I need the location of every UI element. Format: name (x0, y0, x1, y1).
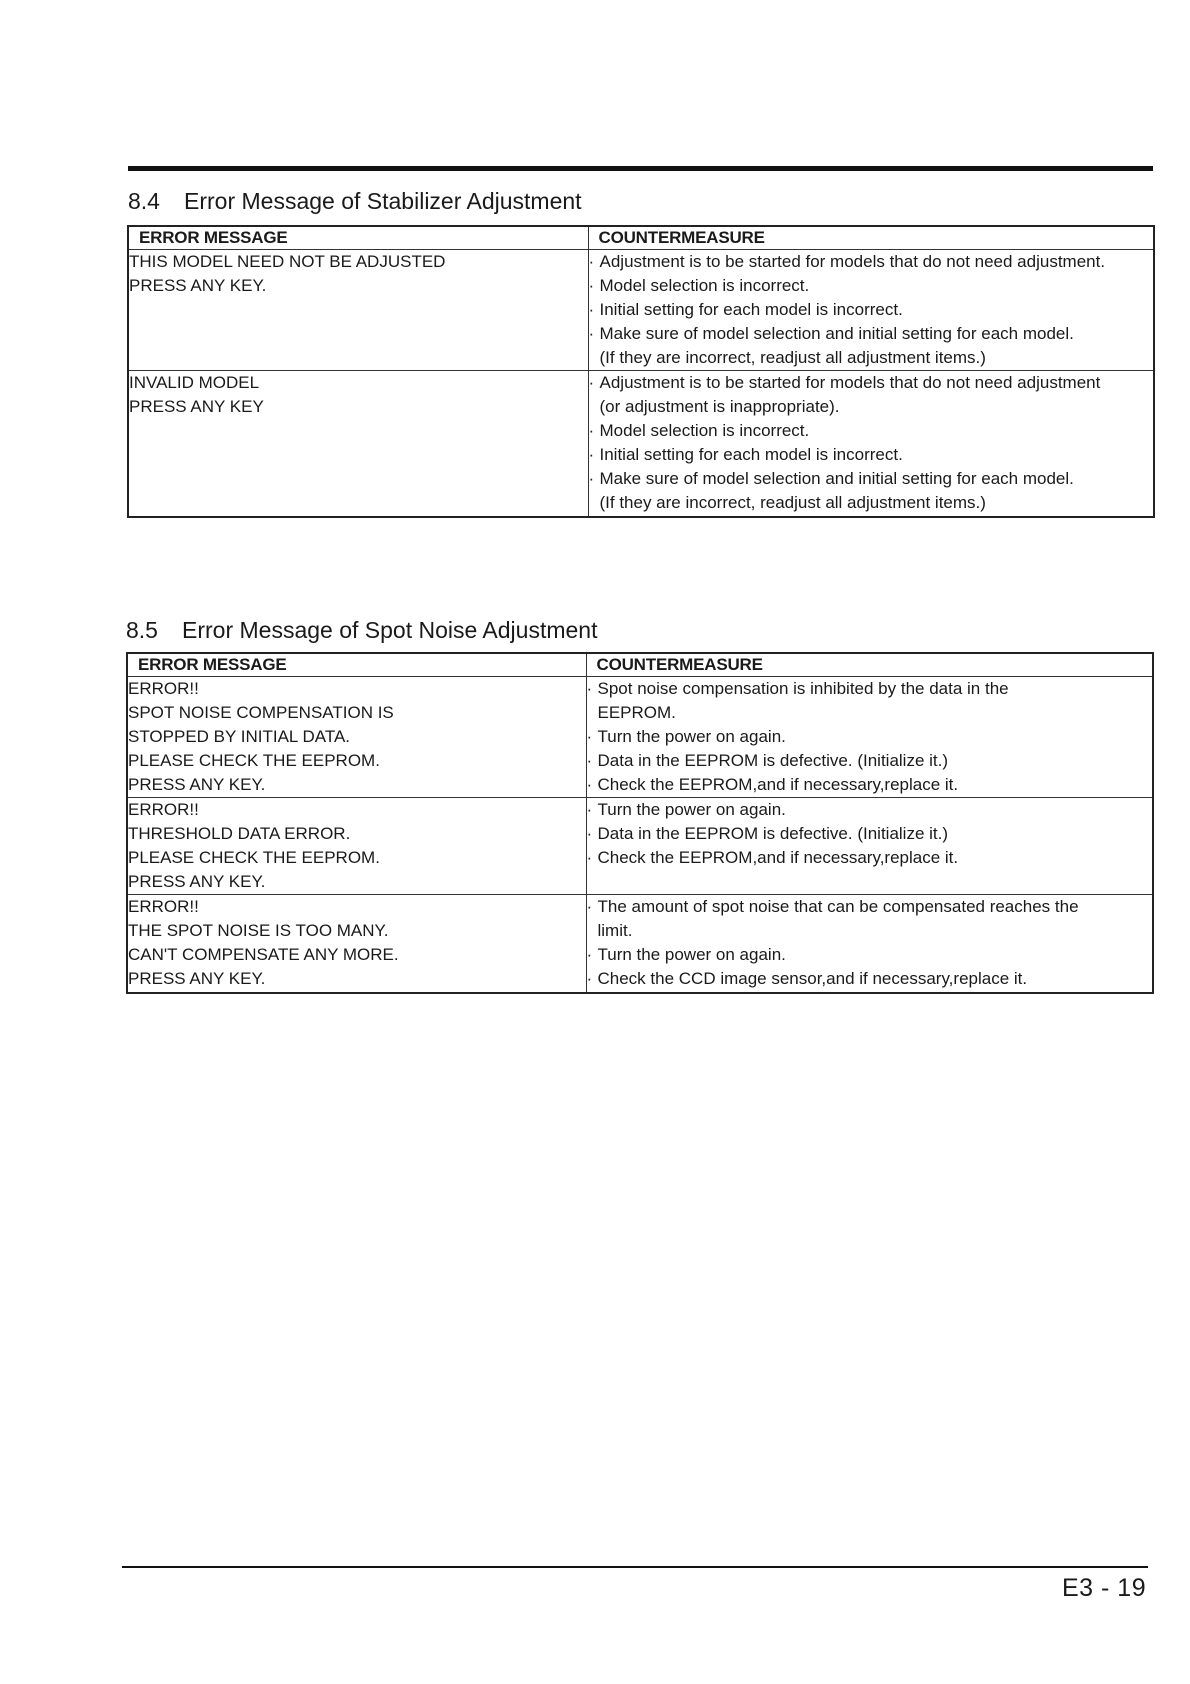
section-title-8-4 (128, 190, 582, 213)
countermeasure-cell (586, 798, 1153, 895)
error-message-line: THE SPOT NOISE IS TOO MANY. (128, 921, 389, 940)
table-row (127, 895, 1153, 993)
bottom-rule (122, 1566, 1148, 1568)
error-message-cell (128, 371, 588, 517)
header-error-message: ERROR MESSAGE (127, 653, 586, 677)
countermeasure-continuation: (If they are incorrect, readjust all adjustment items.) (599, 493, 986, 512)
section-number: 8.5 (126, 617, 158, 643)
table-row (128, 371, 1154, 517)
section-title-8-5 (126, 619, 597, 642)
countermeasure-item: · Turn the power on again. (587, 725, 1153, 749)
table-header-row (128, 226, 1154, 250)
countermeasure-continuation: limit. (597, 921, 633, 940)
table-row (127, 798, 1153, 895)
error-message-line: SPOT NOISE COMPENSATION IS (128, 703, 394, 722)
countermeasure-item: · Check the EEPROM,and if necessary,replace it. (587, 773, 1153, 797)
section-title-text: Error Message of Spot Noise Adjustment (182, 617, 598, 643)
countermeasure-item: · Turn the power on again. (587, 798, 1153, 822)
error-message-line: PRESS ANY KEY. (129, 276, 267, 295)
error-message-line: PRESS ANY KEY. (128, 872, 266, 891)
table-header-row (127, 653, 1153, 677)
table-row (127, 677, 1153, 798)
countermeasure-item: · Check the CCD image sensor,and if necessary,replace it. (587, 967, 1153, 991)
stabilizer-error-table (127, 225, 1155, 518)
countermeasure-cell (586, 895, 1153, 993)
countermeasure-item: · Data in the EEPROM is defective. (Initialize it.) (587, 822, 1153, 846)
spot-noise-error-table (126, 652, 1154, 994)
header-error-message: ERROR MESSAGE (128, 226, 588, 250)
section-number: 8.4 (128, 188, 160, 214)
error-message-line: THIS MODEL NEED NOT BE ADJUSTED (129, 252, 446, 271)
countermeasure-item: · Make sure of model selection and initial setting for each model. (589, 322, 1154, 346)
countermeasure-item: · Make sure of model selection and initial setting for each model. (589, 467, 1154, 491)
top-rule (128, 166, 1153, 171)
error-message-line: ERROR!! (128, 679, 199, 698)
error-message-line: PLEASE CHECK THE EEPROM. (128, 751, 380, 770)
countermeasure-item: · Initial setting for each model is incorrect. (589, 298, 1154, 322)
header-countermeasure: COUNTERMEASURE (588, 226, 1154, 250)
header-countermeasure: COUNTERMEASURE (586, 653, 1153, 677)
countermeasure-item: · Data in the EEPROM is defective. (Initialize it.) (587, 749, 1153, 773)
error-message-line: PLEASE CHECK THE EEPROM. (128, 848, 380, 867)
error-message-line: PRESS ANY KEY. (128, 775, 266, 794)
error-message-line: PRESS ANY KEY (129, 397, 264, 416)
error-message-line: PRESS ANY KEY. (128, 969, 266, 988)
error-message-line: THRESHOLD DATA ERROR. (128, 824, 351, 843)
error-message-line: ERROR!! (128, 800, 199, 819)
error-message-line: INVALID MODEL (129, 373, 260, 392)
countermeasure-cell (586, 677, 1153, 798)
countermeasure-item: · Turn the power on again. (587, 943, 1153, 967)
error-message-line: CAN'T COMPENSATE ANY MORE. (128, 945, 399, 964)
countermeasure-item: · Spot noise compensation is inhibited by the data in the (587, 677, 1153, 701)
countermeasure-continuation: (If they are incorrect, readjust all adjustment items.) (599, 348, 986, 367)
error-message-cell (127, 895, 586, 993)
countermeasure-item: · Adjustment is to be started for models that do not need adjustment. (589, 250, 1154, 274)
countermeasure-continuation: (or adjustment is inappropriate). (599, 397, 840, 416)
error-message-line: STOPPED BY INITIAL DATA. (128, 727, 351, 746)
table-row (128, 250, 1154, 371)
error-message-cell (128, 250, 588, 371)
error-message-line: ERROR!! (128, 897, 199, 916)
page-number: E3 - 19 (1062, 1574, 1147, 1602)
section-title-text: Error Message of Stabilizer Adjustment (184, 188, 582, 214)
countermeasure-item: · Check the EEPROM,and if necessary,replace it. (587, 846, 1153, 870)
error-message-cell (127, 798, 586, 895)
countermeasure-item: · Model selection is incorrect. (589, 419, 1154, 443)
countermeasure-item: · Model selection is incorrect. (589, 274, 1154, 298)
countermeasure-item: · Initial setting for each model is incorrect. (589, 443, 1154, 467)
countermeasure-continuation: EEPROM. (597, 703, 676, 722)
countermeasure-cell (588, 371, 1154, 517)
countermeasure-item: · The amount of spot noise that can be compensated reaches the (587, 895, 1153, 919)
error-message-cell (127, 677, 586, 798)
countermeasure-cell (588, 250, 1154, 371)
countermeasure-item: · Adjustment is to be started for models that do not need adjustment (589, 371, 1154, 395)
